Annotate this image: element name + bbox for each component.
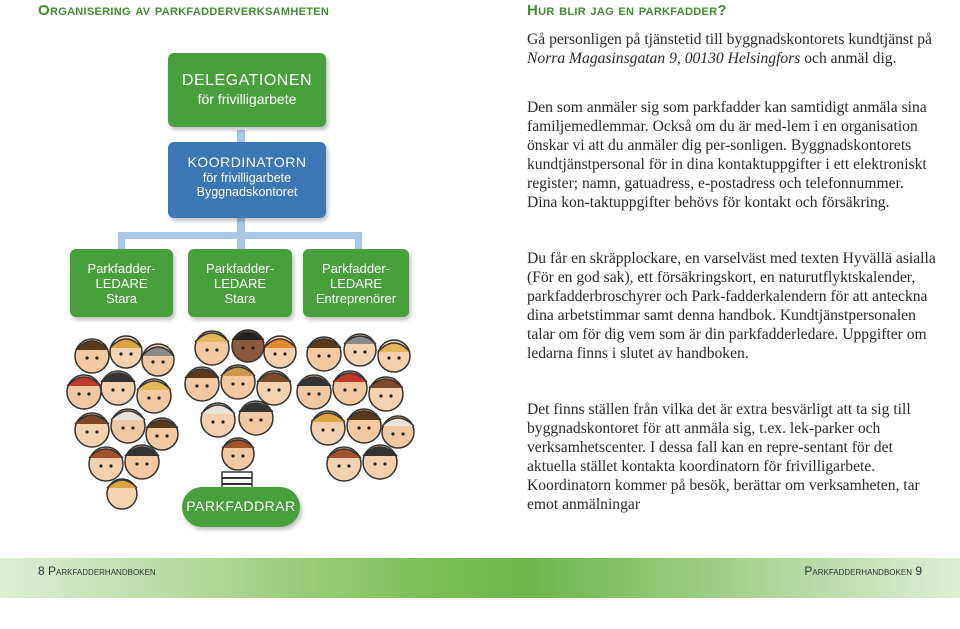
right-footer-title: Parkfadderhandboken (804, 564, 912, 578)
coordinator-line1: för frivilligarbete (202, 171, 292, 185)
parkfaddrar-box (182, 487, 300, 527)
left-footer-title: Parkfadderhandboken (48, 564, 156, 578)
paragraph-1: Gå personligen på tjänstetid till byggnadskontorets kundtjänst på Norra Magasinsgatan 9, 00130 Helsingfors och anmäl dig. (527, 31, 932, 67)
right-page-heading: Hur blir jag en parkfadder? (527, 2, 727, 19)
paragraph-4: Det finns ställen från vilka det är extra besvärligt att ta sig till byggnadskontoret för att anmäla sig, t.ex. lek-parker och verksamhetscenter. I dessa fall kan en repre-sentant för det aktuella stället kontakta koordinatorn för frivilligarbete. Koordinatorn kommer på besök, berättar om verksamheten, tar emot anmälningar (527, 401, 920, 513)
leader-line2: LEDARE (213, 276, 267, 291)
leader-line1: Parkfadder- (206, 261, 274, 276)
delegation-title: DELEGATIONEN (181, 72, 313, 89)
delegation-subtitle: för frivilligarbete (197, 91, 297, 107)
connector-line (237, 232, 245, 250)
right-page-number: 9 (915, 564, 922, 578)
leader-line3: Entreprenörer (315, 291, 397, 306)
footer-right (804, 564, 922, 578)
connector-line (118, 232, 125, 250)
left-page-number: 8 (38, 564, 45, 578)
paragraph-3: Du får en skräpplockare, en varselväst med texten Hyvällä asialla (För en god sak), ett försäkringskort, en naturutflyktskalender, parkfadderbroschyrer och Park-fadderkalendern för att anteckna dina arbetstimmar samt denna handbok. Kundtjänstpersonalen talar om för dig vem som är din parkfadderledare. Uppgifter om ledarna finns i slutet av handboken. (527, 250, 936, 362)
leader-line1: Parkfadder- (87, 261, 156, 276)
leader-box-3 (303, 249, 409, 317)
connector-line (355, 232, 362, 250)
leader-box-1 (70, 249, 173, 317)
parkfaddrar-label: PARKFADDRAR (186, 498, 296, 514)
leader-line3: Stara (105, 291, 138, 306)
leader-line2: LEDARE (95, 276, 148, 291)
leader-line3: Stara (224, 291, 256, 306)
coordinator-title: KOORDINATORN (187, 154, 307, 170)
office-address: Norra Magasinsgatan 9, 00130 Helsingfors (527, 50, 801, 67)
coordinator-line2: Byggnadskontoret (196, 185, 298, 199)
delegation-box (168, 53, 326, 127)
leader-line2: LEDARE (329, 276, 383, 291)
coordinator-box (168, 142, 326, 218)
leader-box-2 (188, 249, 292, 317)
footer-left (38, 564, 156, 578)
leader-line1: Parkfadder- (322, 261, 390, 276)
left-page-heading: Organisering av parkfadderverksamheten (38, 2, 330, 19)
paragraph-2: Den som anmäler sig som parkfadder kan samtidigt anmäla sina familjemedlemmar. Också om du är med-lem i en organisation önskar vi att du anmäler dig per-sonligen. Byggnadskontorets kundtjänstpersonal för in dina kontaktuppgifter i ett elektroniskt register; namn, gatuadress, e-postadress och telefonnummer. Dina kon-taktuppgifter behövs för kontakt och försäkring. (527, 99, 927, 211)
